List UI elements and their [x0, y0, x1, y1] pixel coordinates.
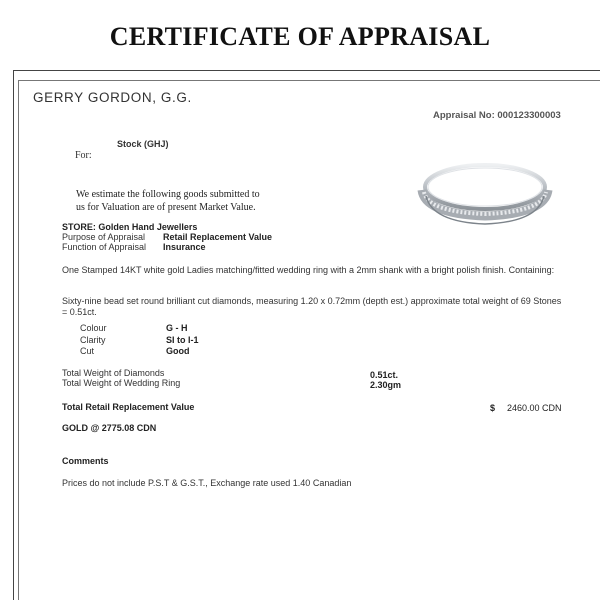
- diamond-weight-label: Total Weight of Diamonds: [62, 368, 165, 378]
- estimate-line-1: We estimate the following goods submitted to: [76, 189, 260, 200]
- estimate-statement: [76, 189, 260, 214]
- certificate-title: CERTIFICATE OF APPRAISAL: [109, 22, 491, 51]
- total-retail-label: Total Retail Replacement Value: [62, 402, 195, 412]
- store-name: STORE: Golden Hand Jewellers: [62, 222, 198, 232]
- stones-description: Sixty-nine bead set round brilliant cut diamonds, measuring 1.20 x 0.72mm (depth est.) approximate total weight of 69 Stones = 0.51ct.: [62, 296, 562, 317]
- purpose-value: Retail Replacement Value: [163, 232, 273, 242]
- estimate-line-2: us for Valuation are of present Market Value.: [76, 201, 256, 213]
- appraisal-number: Appraisal No: 000123300003: [433, 110, 561, 121]
- item-description: One Stamped 14KT white gold Ladies matching/fitted wedding ring with a 2mm shank with a bright polish finish. Containing:: [62, 265, 555, 275]
- ring-weight-label: Total Weight of Wedding Ring: [62, 378, 181, 388]
- colour-value: G - H: [166, 323, 188, 333]
- for-label: For:: [75, 150, 92, 161]
- purpose-label: Purpose of Appraisal: [62, 232, 146, 242]
- clarity-value: SI to I-1: [166, 335, 199, 345]
- clarity-label: Clarity: [80, 335, 106, 345]
- wedding-band-icon: [410, 152, 560, 242]
- comments-heading: Comments: [62, 456, 109, 466]
- function-value: Insurance: [163, 242, 206, 252]
- total-retail-amount: 2460.00 CDN: [507, 403, 562, 413]
- diamond-weight-value: 0.51ct.: [370, 370, 399, 380]
- ring-weight-value: 2.30gm: [370, 380, 402, 390]
- colour-label: Colour: [80, 323, 107, 333]
- cut-value: Good: [166, 346, 190, 356]
- comments-text: Prices do not include P.S.T & G.S.T., Exchange rate used 1.40 Canadian: [62, 478, 352, 488]
- total-retail-currency: $: [490, 403, 496, 413]
- appraiser-name: GERRY GORDON, G.G.: [33, 90, 192, 105]
- gold-price: GOLD @ 2775.08 CDN: [62, 423, 157, 433]
- function-label: Function of Appraisal: [62, 242, 147, 252]
- cut-label: Cut: [80, 346, 95, 356]
- stock-code: Stock (GHJ): [117, 139, 169, 149]
